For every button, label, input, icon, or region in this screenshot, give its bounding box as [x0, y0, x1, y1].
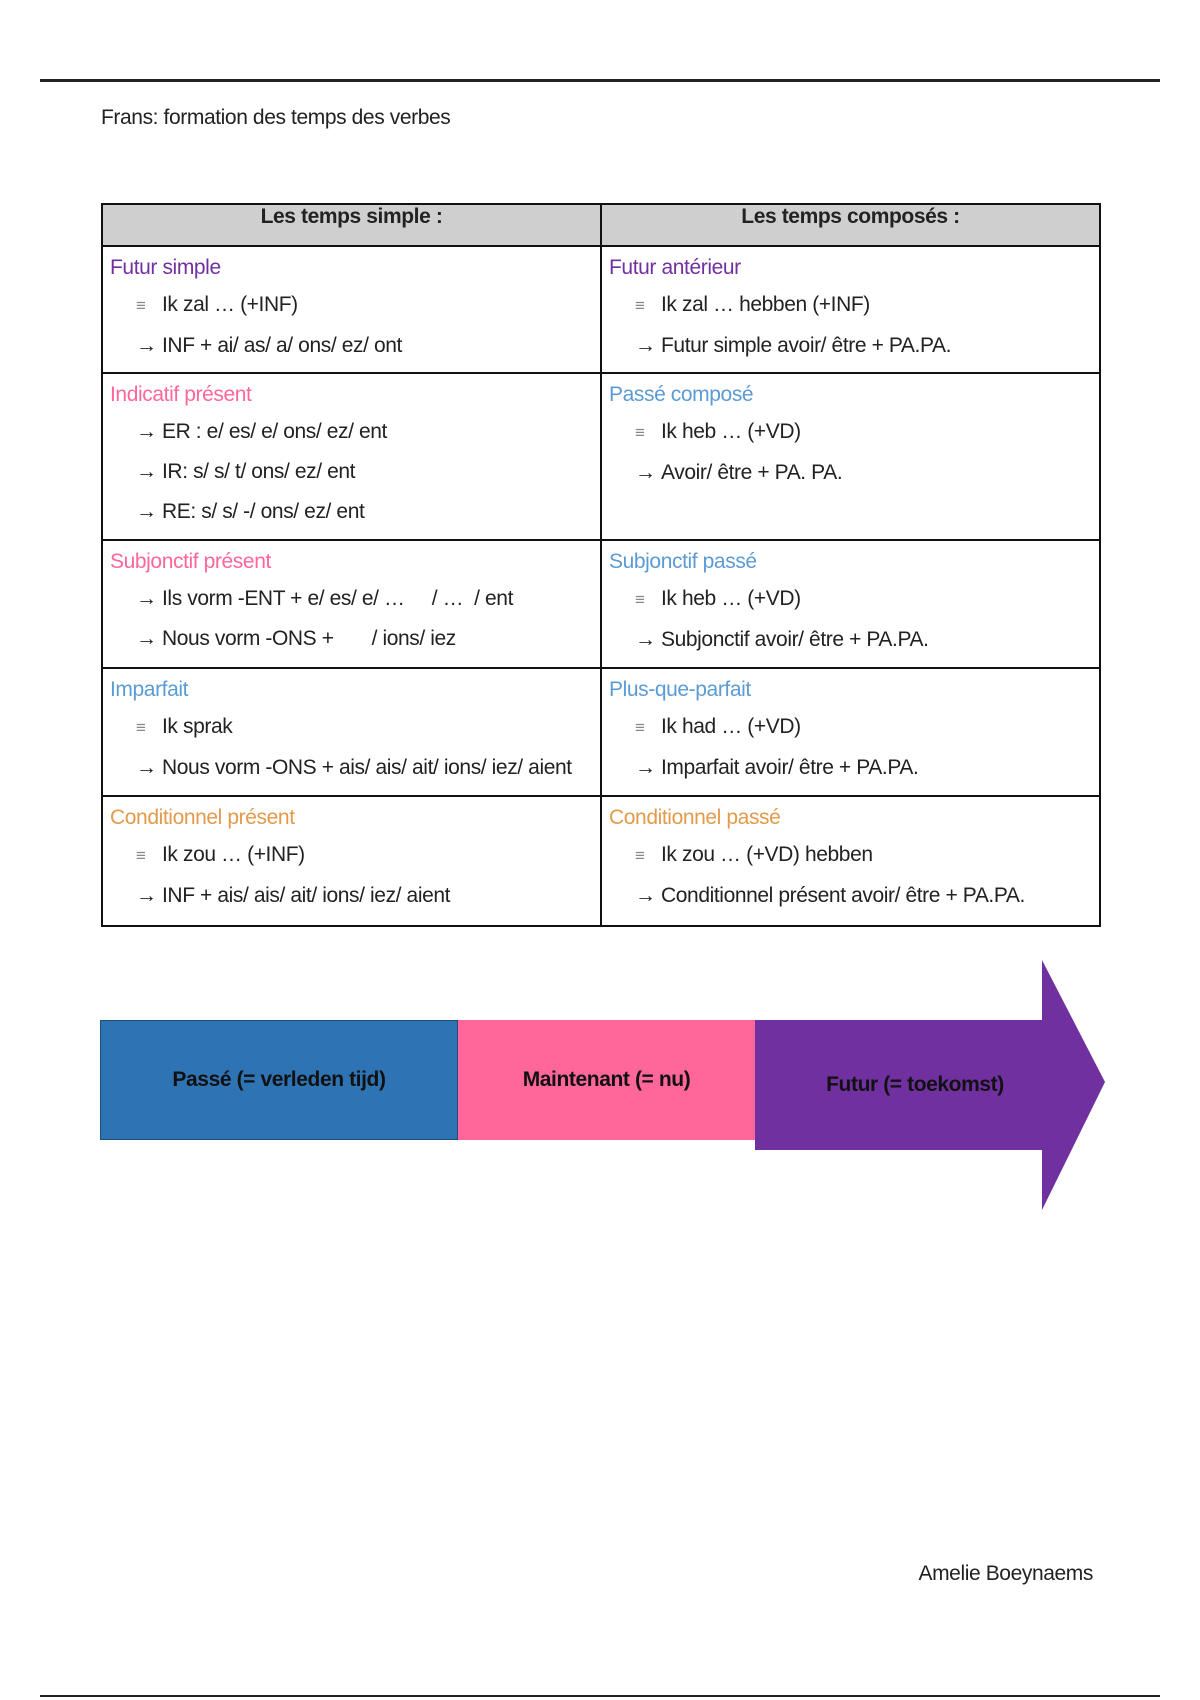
equals-icon: ≡ — [136, 846, 146, 865]
arrow-right-icon: → — [635, 884, 656, 907]
tense-name: Futur antérieur — [609, 256, 741, 279]
arrow-right-icon: → — [136, 460, 157, 483]
rule-text: IR: s/ s/ t/ ons/ ez/ ent — [162, 460, 356, 483]
rule-line — [110, 326, 593, 366]
timeline — [100, 960, 1105, 1210]
rule-text: Ik sprak — [162, 715, 233, 738]
tense-name: Indicatif présent — [110, 383, 252, 406]
rule-text: Ik zal … (+INF) — [162, 293, 298, 316]
top-rule — [40, 79, 1160, 82]
timeline-now: Maintenant (= nu) — [458, 1020, 755, 1140]
rule-line — [110, 707, 593, 748]
rule-text: INF + ai/ as/ a/ ons/ ez/ ont — [162, 334, 402, 357]
tense-cell-compose — [601, 246, 1100, 373]
table-row — [102, 796, 1100, 926]
arrow-right-icon: → — [136, 420, 157, 443]
header-compose: Les temps composés : — [601, 204, 1100, 246]
arrow-right-icon: → — [635, 461, 656, 484]
arrow-right-icon: → — [635, 628, 656, 651]
rule-text: Imparfait avoir/ être + PA.PA. — [661, 756, 919, 779]
arrow-right-icon: → — [136, 756, 157, 779]
tense-name: Subjonctif présent — [110, 550, 271, 573]
rule-text: Conditionnel présent avoir/ être + PA.PA. — [661, 884, 1025, 907]
tense-name: Subjonctif passé — [609, 550, 757, 573]
rule-text: Nous vorm -ONS + ais/ ais/ ait/ ions/ iez/ aient — [162, 756, 572, 779]
tense-name: Passé composé — [609, 383, 754, 406]
rule-text: Ik zal … hebben (+INF) — [661, 293, 870, 316]
table-body — [102, 246, 1100, 926]
rule-text: Ik zou … (+VD) hebben — [661, 843, 873, 866]
rule-text: Ils vorm -ENT + e/ es/ e/ … / … / ent — [162, 587, 513, 610]
rule-line — [609, 412, 1092, 453]
equals-icon: ≡ — [635, 718, 645, 737]
rule-text: Avoir/ être + PA. PA. — [661, 461, 843, 484]
equals-icon: ≡ — [635, 296, 645, 315]
rule-line — [110, 285, 593, 326]
arrow-right-icon: → — [136, 627, 157, 650]
rule-line — [609, 876, 1092, 916]
rule-text: Ik zou … (+INF) — [162, 843, 305, 866]
tense-cell-compose — [601, 668, 1100, 796]
arrow-right-icon: → — [635, 756, 656, 779]
header-simple: Les temps simple : — [102, 204, 601, 246]
rule-text: Ik had … (+VD) — [661, 715, 801, 738]
rule-text: Nous vorm -ONS + / ions/ iez — [162, 627, 456, 650]
tense-cell-compose — [601, 540, 1100, 668]
tense-name: Imparfait — [110, 678, 189, 701]
author-name: Amelie Boeynaems — [918, 1562, 1093, 1585]
tense-name: Conditionnel présent — [110, 806, 295, 829]
rule-text: Futur simple avoir/ être + PA.PA. — [661, 334, 952, 357]
rule-line — [110, 492, 593, 532]
table-row — [102, 246, 1100, 373]
rule-line — [609, 707, 1092, 748]
rule-line — [609, 620, 1092, 660]
rule-line — [609, 326, 1092, 366]
table-row — [102, 668, 1100, 796]
rule-line — [609, 748, 1092, 788]
timeline-future-label: Futur (= toekomst) — [826, 1073, 1004, 1096]
rule-text: Ik heb … (+VD) — [661, 420, 801, 443]
tense-cell-compose — [601, 796, 1100, 926]
equals-icon: ≡ — [635, 590, 645, 609]
equals-icon: ≡ — [635, 846, 645, 865]
rule-text: INF + ais/ ais/ ait/ ions/ iez/ aient — [162, 884, 451, 907]
rule-line — [609, 835, 1092, 876]
rule-text: ER : e/ es/ e/ ons/ ez/ ent — [162, 420, 387, 443]
rule-line — [609, 285, 1092, 326]
arrow-right-icon: → — [136, 334, 157, 357]
arrow-right-icon: → — [136, 884, 157, 907]
rule-line — [110, 876, 593, 916]
rule-line — [110, 835, 593, 876]
equals-icon: ≡ — [635, 423, 645, 442]
rule-text: Subjonctif avoir/ être + PA.PA. — [661, 628, 929, 651]
arrow-right-icon: → — [635, 334, 656, 357]
table-row — [102, 373, 1100, 540]
rule-line — [110, 579, 593, 619]
arrow-right-icon: → — [136, 587, 157, 610]
bottom-rule — [40, 1695, 1160, 1697]
tense-cell-simple — [102, 668, 601, 796]
tense-name: Conditionnel passé — [609, 806, 781, 829]
rule-line — [110, 452, 593, 492]
tense-cell-compose — [601, 373, 1100, 540]
rule-line — [110, 619, 593, 659]
document-title: Frans: formation des temps des verbes — [101, 106, 451, 129]
timeline-past: Passé (= verleden tijd) — [100, 1020, 458, 1140]
tense-cell-simple — [102, 540, 601, 668]
tense-cell-simple — [102, 796, 601, 926]
tenses-table — [101, 203, 1101, 927]
tense-cell-simple — [102, 246, 601, 373]
rule-line — [110, 748, 593, 788]
rule-line — [110, 412, 593, 452]
rule-text: Ik heb … (+VD) — [661, 587, 801, 610]
tense-name: Plus-que-parfait — [609, 678, 751, 701]
equals-icon: ≡ — [136, 718, 146, 737]
tense-name: Futur simple — [110, 256, 221, 279]
rule-line — [609, 579, 1092, 620]
rule-line — [609, 453, 1092, 493]
equals-icon: ≡ — [136, 296, 146, 315]
rule-text: RE: s/ s/ -/ ons/ ez/ ent — [162, 500, 365, 523]
table-row — [102, 540, 1100, 668]
tense-cell-simple — [102, 373, 601, 540]
arrow-right-icon: → — [136, 500, 157, 523]
table-header-row — [102, 204, 1100, 246]
